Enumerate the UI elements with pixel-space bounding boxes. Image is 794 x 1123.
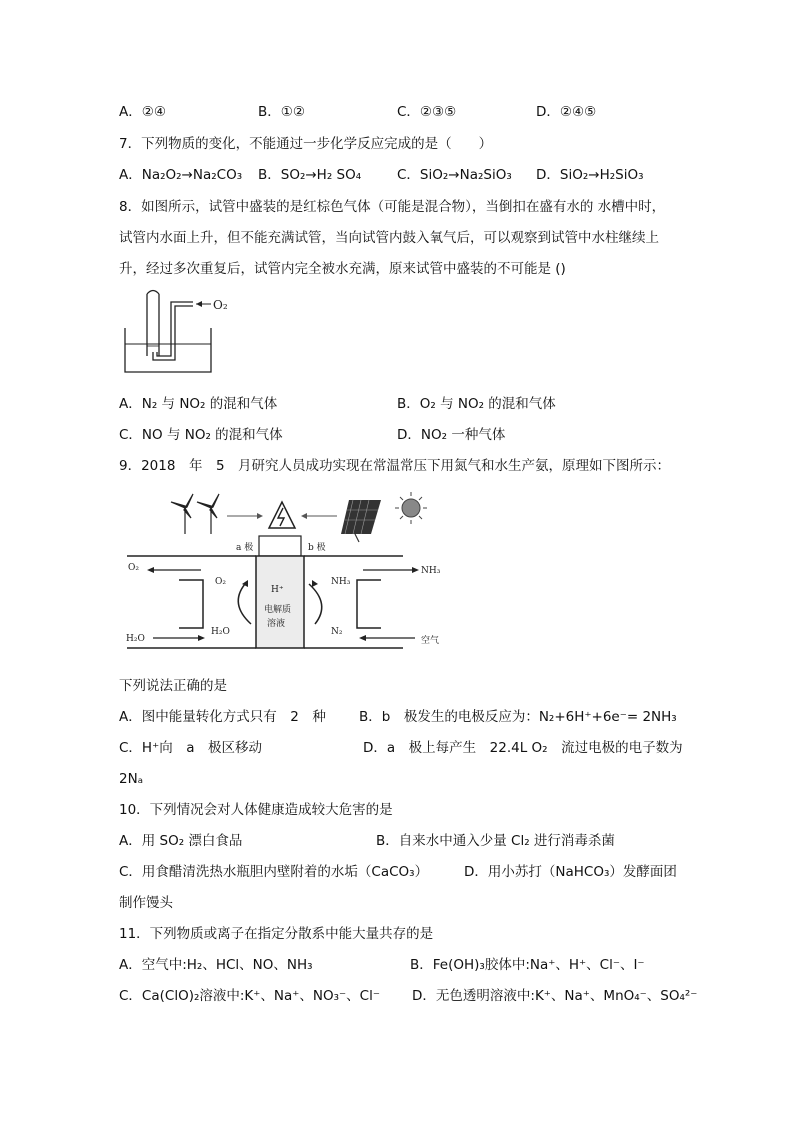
nh3-out-label: NH₃ — [421, 566, 441, 576]
solar-panel-icon — [341, 500, 381, 542]
o2-label: O₂ — [213, 298, 228, 312]
q6-option-d: D．②④⑤ — [536, 104, 597, 120]
q6-option-a: A．②④ — [119, 104, 166, 120]
q10-stem: 10．下列情况会对人体健康造成较大危害的是 — [119, 802, 393, 818]
electricity-warning-icon — [269, 502, 295, 528]
q11-stem: 11．下列物质或离子在指定分散系中能大量共存的是 — [119, 926, 434, 942]
h2o-in-label: H₂O — [126, 634, 145, 644]
n2-inner-label: N₂ — [331, 627, 343, 637]
a-pole-label: a 极 — [236, 543, 254, 553]
q9-prompt: 下列说法正确的是 — [119, 678, 227, 694]
q6-option-c: C．②③⑤ — [397, 104, 457, 120]
h2o-inner-label: H₂O — [211, 627, 230, 637]
q8-option-d: D．NO₂ 一种气体 — [397, 427, 506, 443]
q8-stem-line3: 升，经过多次重复后，试管内完全被水充满，原来试管中盛装的不可能是 () — [119, 261, 566, 277]
q9-option-a: A．图中能量转化方式只有 2 种 — [119, 709, 326, 725]
q9-option-b: B．b 极发生的电极反应为：N₂+6H⁺+6e⁻= 2NH₃ — [359, 709, 677, 725]
wind-turbine-icon — [171, 494, 219, 534]
q9-stem: 9．2018 年 5 月研究人员成功实现在常温常压下用氮气和水生产氨，原理如下图所示： — [119, 458, 671, 474]
q11-option-b: B．Fe(OH)₃胶体中:Na⁺、H⁺、Cl⁻、I⁻ — [410, 957, 645, 973]
q10-option-a: A．用 SO₂ 漂白食品 — [119, 833, 243, 849]
q11-option-d: D．无色透明溶液中:K⁺、Na⁺、MnO₄⁻、SO₄²⁻ — [412, 988, 698, 1004]
o2-out-label: O₂ — [128, 563, 139, 573]
q7-option-c: C．SiO₂→Na₂SiO₃ — [397, 167, 512, 183]
electrolysis-diagram — [119, 488, 449, 658]
solution-label: 溶液 — [267, 619, 286, 629]
h-plus-label: H⁺ — [271, 585, 284, 595]
q10-option-b: B．自来水中通入少量 Cl₂ 进行消毒杀菌 — [376, 833, 615, 849]
q8-option-a: A．N₂ 与 NO₂ 的混和气体 — [119, 396, 278, 412]
q10-option-d: D．用小苏打（NaHCO₃）发酵面团 — [464, 864, 677, 880]
q7-stem: 7．下列物质的变化，不能通过一步化学反应完成的是（ ） — [119, 136, 493, 152]
q9-option-d: D．a 极上每产生 22.4L O₂ 流过电极的电子数为 — [363, 740, 683, 756]
q10-option-d-continued: 制作馒头 — [119, 895, 173, 911]
nh3-inner-label: NH₃ — [331, 577, 351, 587]
sun-icon — [395, 492, 427, 524]
q10-option-c: C．用食醋清洗热水瓶胆内壁附着的水垢（CaCO₃） — [119, 864, 429, 880]
air-label: 空气 — [421, 636, 440, 646]
b-pole-label: b 极 — [308, 543, 326, 553]
q7-option-d: D．SiO₂→H₂SiO₃ — [536, 167, 644, 183]
test-tube-diagram — [119, 286, 249, 378]
q9-option-c: C．H⁺向 a 极区移动 — [119, 740, 262, 756]
q8-option-c: C．NO 与 NO₂ 的混和气体 — [119, 427, 283, 443]
electrolyte-label: 电解质 — [264, 605, 292, 615]
q7-option-a: A．Na₂O₂→Na₂CO₃ — [119, 167, 243, 183]
q11-option-c: C．Ca(ClO)₂溶液中:K⁺、Na⁺、NO₃⁻、Cl⁻ — [119, 988, 380, 1004]
q8-stem-line2: 试管内水面上升，但不能充满试管，当向试管内鼓入氧气后，可以观察到试管中水柱继续上 — [119, 230, 659, 246]
q7-option-b: B．SO₂→H₂ SO₄ — [258, 167, 362, 183]
q6-option-b: B．①② — [258, 104, 305, 120]
o2-inner-label: O₂ — [215, 577, 226, 587]
q9-option-d-continued: 2Nₐ — [119, 771, 143, 787]
q8-stem-line1: 8．如图所示，试管中盛装的是红棕色气体（可能是混合物），当倒扣在盛有水的 水槽中时， — [119, 199, 666, 215]
q8-option-b: B．O₂ 与 NO₂ 的混和气体 — [397, 396, 556, 412]
q11-option-a: A．空气中:H₂、HCl、NO、NH₃ — [119, 957, 313, 973]
